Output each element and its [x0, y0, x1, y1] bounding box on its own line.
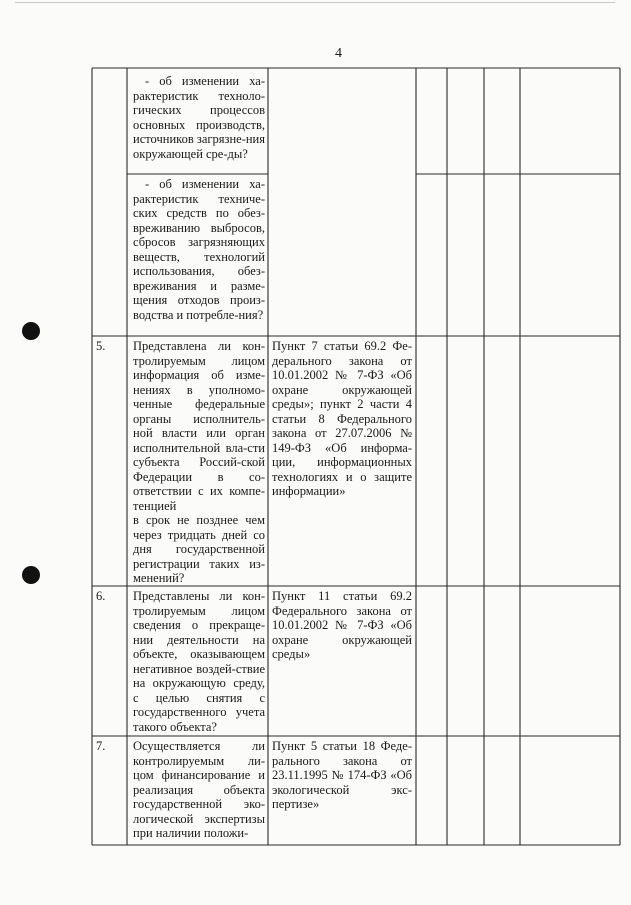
legal-reference: Пункт 5 статьи 18 Феде-рального закона от 23.11.1995 № 174-ФЗ «Об экологической экс-пертизе» — [272, 739, 412, 811]
legal-reference: Пункт 7 статьи 69.2 Фе-дерального закона от 10.01.2002 № 7-ФЗ «Об охране окружающей среды»; пункт 2 части 4 статьи 8 Федерального закона от 27.07.2006 № 149-ФЗ «Об информа-ции, информационных технологиях и о защите информации» — [272, 339, 412, 498]
row-number: 5. — [96, 339, 106, 353]
question-cell — [133, 74, 265, 172]
question-text: - об изменении ха-рактеристик техниче-ских средств по обез-вреживанию выбросов, сбросов загрязняющих веществ, технологий использования, обез-вреживания и разме-щения отходов произ-водства и потребле-ния? — [133, 177, 265, 322]
legal-reference: Пункт 11 статьи 69.2 Федерального закона от 10.01.2002 № 7-ФЗ «Об охране окружающей среды» — [272, 589, 412, 661]
punch-hole-top — [22, 322, 40, 340]
question-cell — [133, 339, 265, 585]
row-number: 6. — [96, 589, 106, 603]
page-number: 4 — [335, 46, 342, 61]
question-cell — [133, 177, 265, 335]
question-text: Представлена ли кон-тролируемым лицом информация об изме-нениях в уполномо-ченные федеральные органы исполнитель-ной власти или орган исполнительной вла-сти субъекта Россий-ской Федерации в со-ответствии с их компе-тенцией — [133, 339, 265, 513]
question-text: Осуществляется ли контролируемым ли-цом финансирование и реализация объекта государственной эко-логической экспертизы при наличии положи- — [133, 739, 265, 840]
top-edge-line — [15, 2, 615, 3]
question-text: Представлены ли кон-тролируемым лицом сведения о прекраще-нии деятельности на объекте, оказывающем негативное воздей-ствие на окружающую среду, с целью снятия с государственного учета такого объекта? — [133, 589, 265, 734]
question-cell — [133, 589, 265, 735]
question-text: - об изменении ха-рактеристик техноло-гических процессов основных производств, источников загрязне-ния окружающей сре-ды? — [133, 74, 265, 161]
punch-hole-bottom — [22, 566, 40, 584]
question-text: в срок не позднее чем через тридцать дней со дня государственной регистрации таких из-менений? — [133, 513, 265, 585]
row-number: 7. — [96, 739, 106, 753]
question-cell — [133, 739, 265, 844]
